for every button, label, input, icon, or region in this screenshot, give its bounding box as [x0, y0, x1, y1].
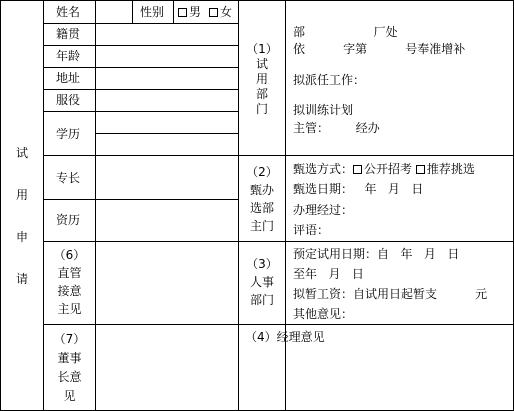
right-line-2 [238, 241, 513, 242]
selection-handling: 办理经过： [293, 203, 354, 217]
selection-method-label: 甄选方式： [293, 162, 354, 176]
trial-dept-line1: 部 厂处 [293, 25, 398, 39]
trial-dept-line5: 主管： 经办 [293, 121, 380, 135]
divider-label-col [95, 0, 96, 411]
hr-other-comments: 其他意见： [293, 307, 354, 321]
row-line-4 [43, 89, 238, 90]
option-public-exam[interactable]: 公开招考 [364, 162, 413, 176]
row-line-2 [43, 45, 238, 46]
label-hr-dept: （3） 人事 部门 [246, 257, 278, 307]
label-experience: 资历 [56, 213, 81, 227]
label-age: 年龄 [56, 49, 81, 63]
checkbox-icon[interactable] [178, 8, 187, 17]
label-name: 姓名 [56, 5, 81, 19]
border-top [0, 0, 514, 1]
row-line-8 [43, 241, 238, 242]
edu-line-1 [95, 133, 238, 134]
trial-dept-line2: 依 字第 号奉准增补 [293, 42, 466, 56]
row-line-5 [43, 111, 238, 112]
divider-right-label [285, 0, 286, 411]
hr-salary: 拟暂工资：自试用日起暂支 元 [293, 287, 488, 301]
row-line-1 [43, 23, 238, 24]
label-chairman: （7） 董事 长意 见 [53, 332, 86, 403]
row-line-3 [43, 67, 238, 68]
label-trial-dept: （1） 试 用 部 门 [246, 42, 278, 116]
side-title: 试 用 申 请 [15, 146, 28, 286]
checkbox-icon[interactable] [353, 165, 362, 174]
gender-female-label: 女 [220, 5, 233, 19]
label-native-place: 籍贯 [56, 27, 81, 41]
selection-date: 甄选日期： 年 月 日 [293, 182, 424, 196]
checkbox-icon[interactable] [416, 165, 425, 174]
label-military-service: 服役 [56, 93, 81, 107]
selection-method [293, 162, 475, 176]
right-line-1 [238, 155, 513, 156]
divider-name-cell [132, 0, 133, 23]
label-selection-dept: （2） 甄办 选部 主门 [246, 165, 278, 233]
label-gender: 性别 [140, 5, 165, 19]
hr-trial-date-from: 预定试用日期：自 年 月 日 [293, 247, 460, 261]
right-line-3 [238, 324, 513, 325]
trial-dept-line3: 拟派任工作： [293, 73, 366, 87]
hr-trial-date-to: 至年 月 日 [293, 267, 364, 281]
row-line-6 [43, 155, 238, 156]
label-direct-supervisor: （6） 直管 接意 主见 [53, 248, 86, 316]
label-education: 学历 [56, 127, 81, 141]
selection-comment: 评语： [293, 223, 330, 237]
row-line-9 [43, 324, 238, 325]
divider-gender-cell [173, 0, 174, 23]
row-line-7 [43, 199, 238, 200]
trial-dept-line4: 拟训练计划 [293, 103, 354, 117]
checkbox-icon[interactable] [209, 8, 218, 17]
label-specialty: 专长 [56, 171, 81, 185]
option-recommend[interactable]: 推荐挑选 [426, 162, 475, 176]
gender-male-label: 男 [189, 5, 202, 19]
gender-male-option[interactable] [178, 5, 201, 19]
gender-female-option[interactable] [209, 5, 232, 19]
label-address: 地址 [56, 71, 81, 85]
label-manager-opinion: （4）经理意见 [245, 330, 325, 344]
